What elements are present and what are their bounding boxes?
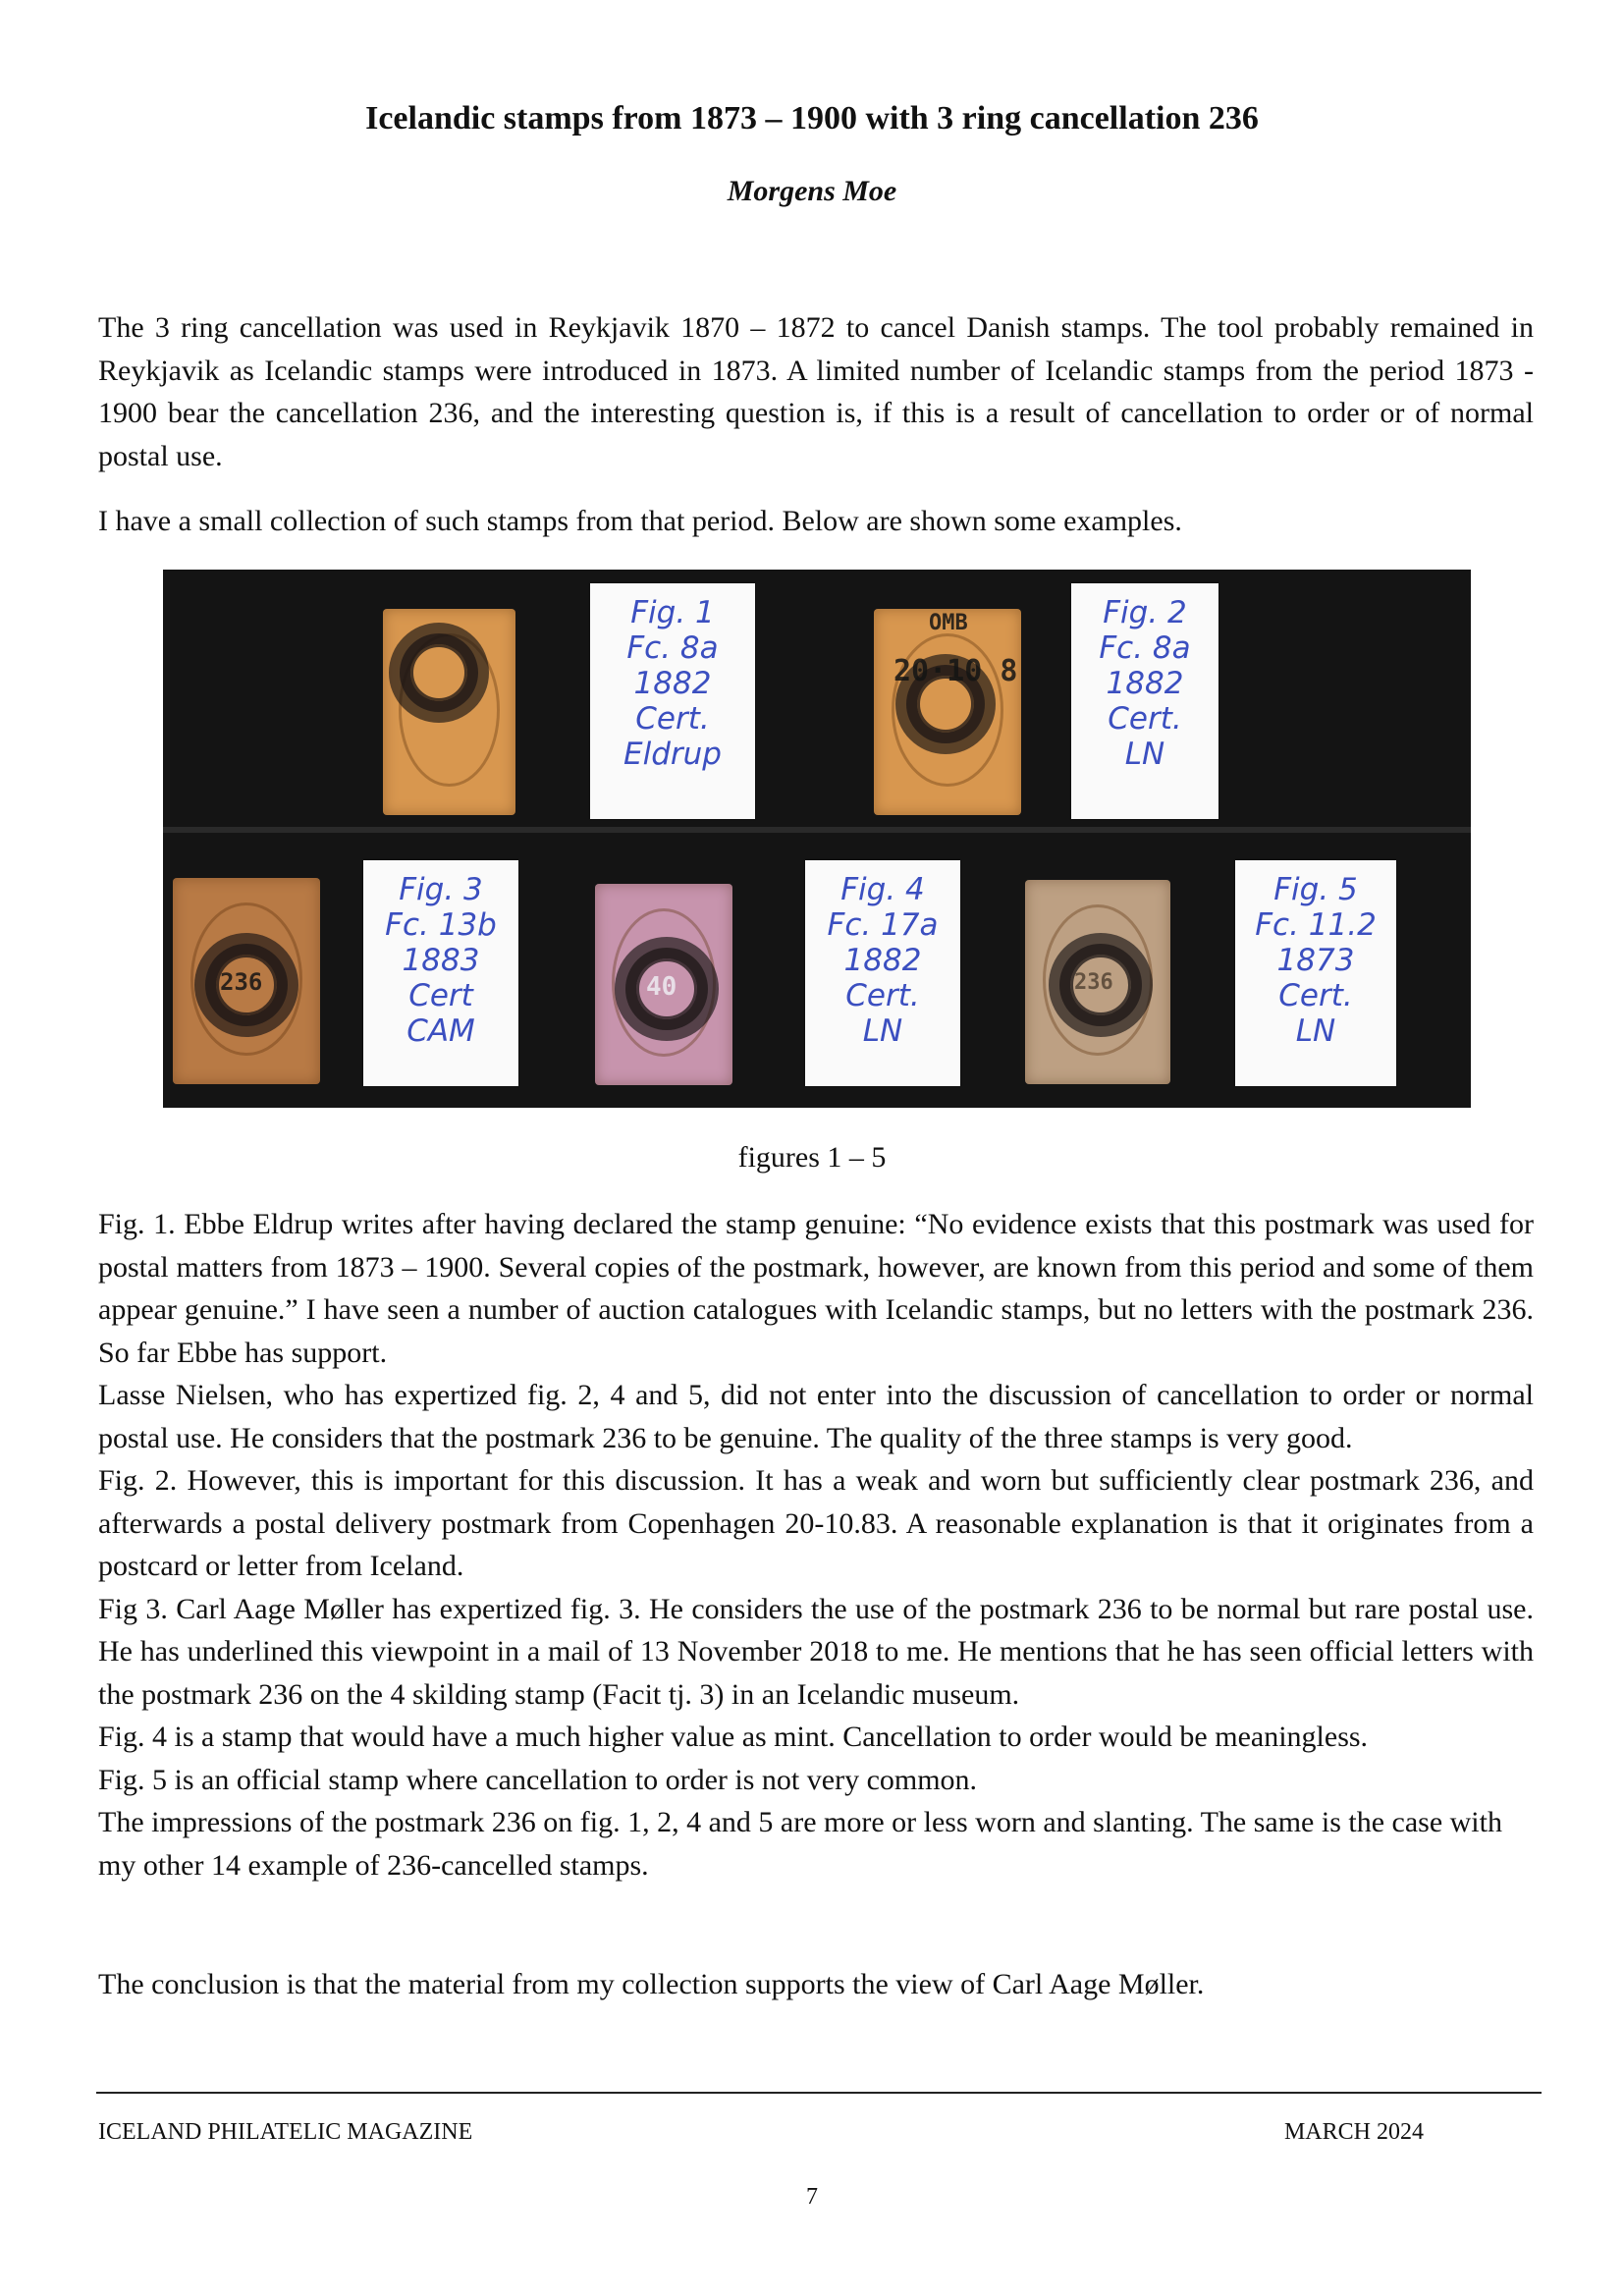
label-line: LN: [1124, 737, 1165, 772]
stamp-fig-5: [1025, 880, 1170, 1084]
label-line: 1882: [843, 943, 922, 978]
label-line: Fc. 8a: [626, 630, 719, 666]
stockbook-strip-divider: [163, 827, 1471, 833]
article-title: Icelandic stamps from 1873 – 1900 with 3 ring cancellation 236: [365, 100, 1259, 137]
label-line: Eldrup: [623, 737, 722, 772]
label-line: Cert: [408, 978, 473, 1013]
note-fig-1: Fig. 1. Ebbe Eldrup writes after having declared the stamp genuine: “No evidence exists that this postmark was used for postal matters from 1873 – 1900. Several copies of the postmark, however, are known from this period and some of them appear genuine.” I have seen a number of auction catalogues with Icelandic stamps, but no letters with the postmark 236. So far Ebbe has support.: [98, 1208, 1534, 1369]
label-line: 1873: [1276, 943, 1355, 978]
cancellation-number: 236: [220, 968, 263, 996]
note-lasse-nielsen: Lasse Nielsen, who has expertized fig. 2, 4 and 5, did not enter into the discussion of cancellation to order or normal postal use. He considers that the postmark 236 to be genuine. The quality of the three stamps is very good.: [98, 1379, 1534, 1454]
ring-cancellation-mark: [410, 644, 467, 701]
label-line: 1882: [633, 666, 712, 701]
copenhagen-postmark-date: 20·10 8: [893, 654, 1018, 688]
copenhagen-postmark-top: OMB: [929, 611, 968, 635]
note-fig-5: Fig. 5 is an official stamp where cancellation to order is not very common.: [98, 1763, 978, 1796]
stamp-fig-4: [595, 884, 732, 1085]
footer-issue-date: MARCH 2024: [1283, 2119, 1424, 2145]
cancellation-number: 236: [1074, 970, 1113, 995]
label-fig-5: [1235, 860, 1396, 1086]
label-line: LN: [1295, 1013, 1336, 1049]
article-author: Morgens Moe: [727, 175, 897, 207]
intro-paragraph: The 3 ring cancellation was used in Reykjavik 1870 – 1872 to cancel Danish stamps. The tool probably remained in Reykjavik as Icelandic stamps were introduced in 1873. A limited number of Icelandic stamps from the period 1873 - 1900 bear the cancellation 236, and the interesting question is, if this is a result of cancellation to order or of normal postal use.: [98, 311, 1534, 472]
stamp-fig-2: [874, 609, 1021, 815]
label-line: CAM: [406, 1013, 475, 1049]
label-line: Fig. 5: [1273, 872, 1358, 907]
note-fig-4: Fig. 4 is a stamp that would have a much higher value as mint. Cancellation to order would be meaningless.: [98, 1721, 1369, 1753]
note-impressions: The impressions of the postmark 236 on fig. 1, 2, 4 and 5 are more or less worn and slanting. The same is the case with my other 14 example of 236-cancelled stamps.: [98, 1806, 1502, 1882]
label-line: Cert.: [635, 701, 710, 737]
figure-notes: [98, 1203, 1534, 1886]
label-line: Cert.: [1108, 701, 1182, 737]
footer-magazine-name: ICELAND PHILATELIC MAGAZINE: [98, 2119, 473, 2145]
figure-caption: figures 1 – 5: [737, 1141, 887, 1174]
label-line: Fig. 4: [840, 872, 925, 907]
footer-divider: [96, 2092, 1542, 2094]
label-fig-3: [363, 860, 518, 1086]
label-fig-2: [1071, 583, 1218, 819]
label-line: Cert.: [1278, 978, 1353, 1013]
page-number: 7: [806, 2184, 818, 2210]
stamp-fig-1: [383, 609, 515, 815]
stamp-photo: [163, 570, 1471, 1108]
collection-paragraph: I have a small collection of such stamps from that period. Below are shown some examples.: [98, 505, 1182, 537]
label-line: 1882: [1106, 666, 1184, 701]
label-line: 1883: [402, 943, 480, 978]
label-line: Fc. 13b: [385, 907, 497, 943]
note-fig-2: Fig. 2. However, this is important for this discussion. It has a weak and worn but sufficiently clear postmark 236, and afterwards a postal delivery postmark from Copenhagen 20-10.83. A reasonable explanation is that it originates from a postcard or letter from Iceland.: [98, 1464, 1534, 1582]
label-line: Fc. 8a: [1099, 630, 1191, 666]
label-line: Fc. 17a: [827, 907, 939, 943]
label-fig-1: [590, 583, 755, 819]
label-line: Cert.: [845, 978, 920, 1013]
label-fig-4: [805, 860, 960, 1086]
label-line: Fig. 3: [399, 872, 483, 907]
label-line: Fig. 1: [630, 595, 715, 630]
note-fig-3: Fig 3. Carl Aage Møller has expertized fig. 3. He considers the use of the postmark 236 to be normal but rare postal use. He has underlined this viewpoint in a mail of 13 November 2018 to me. He mentions that he has seen official letters with the postmark 236 on the 4 skilding stamp (Facit tj. 3) in an Icelandic museum.: [98, 1592, 1534, 1711]
conclusion-paragraph: The conclusion is that the material from my collection supports the view of Carl Aage Møller.: [98, 1968, 1205, 2000]
label-line: Fig. 2: [1103, 595, 1187, 630]
stamp-fig-3: [173, 878, 320, 1084]
label-line: Fc. 11.2: [1255, 907, 1377, 943]
stamp-value-numeral: 40: [646, 972, 677, 1002]
label-line: LN: [862, 1013, 903, 1049]
